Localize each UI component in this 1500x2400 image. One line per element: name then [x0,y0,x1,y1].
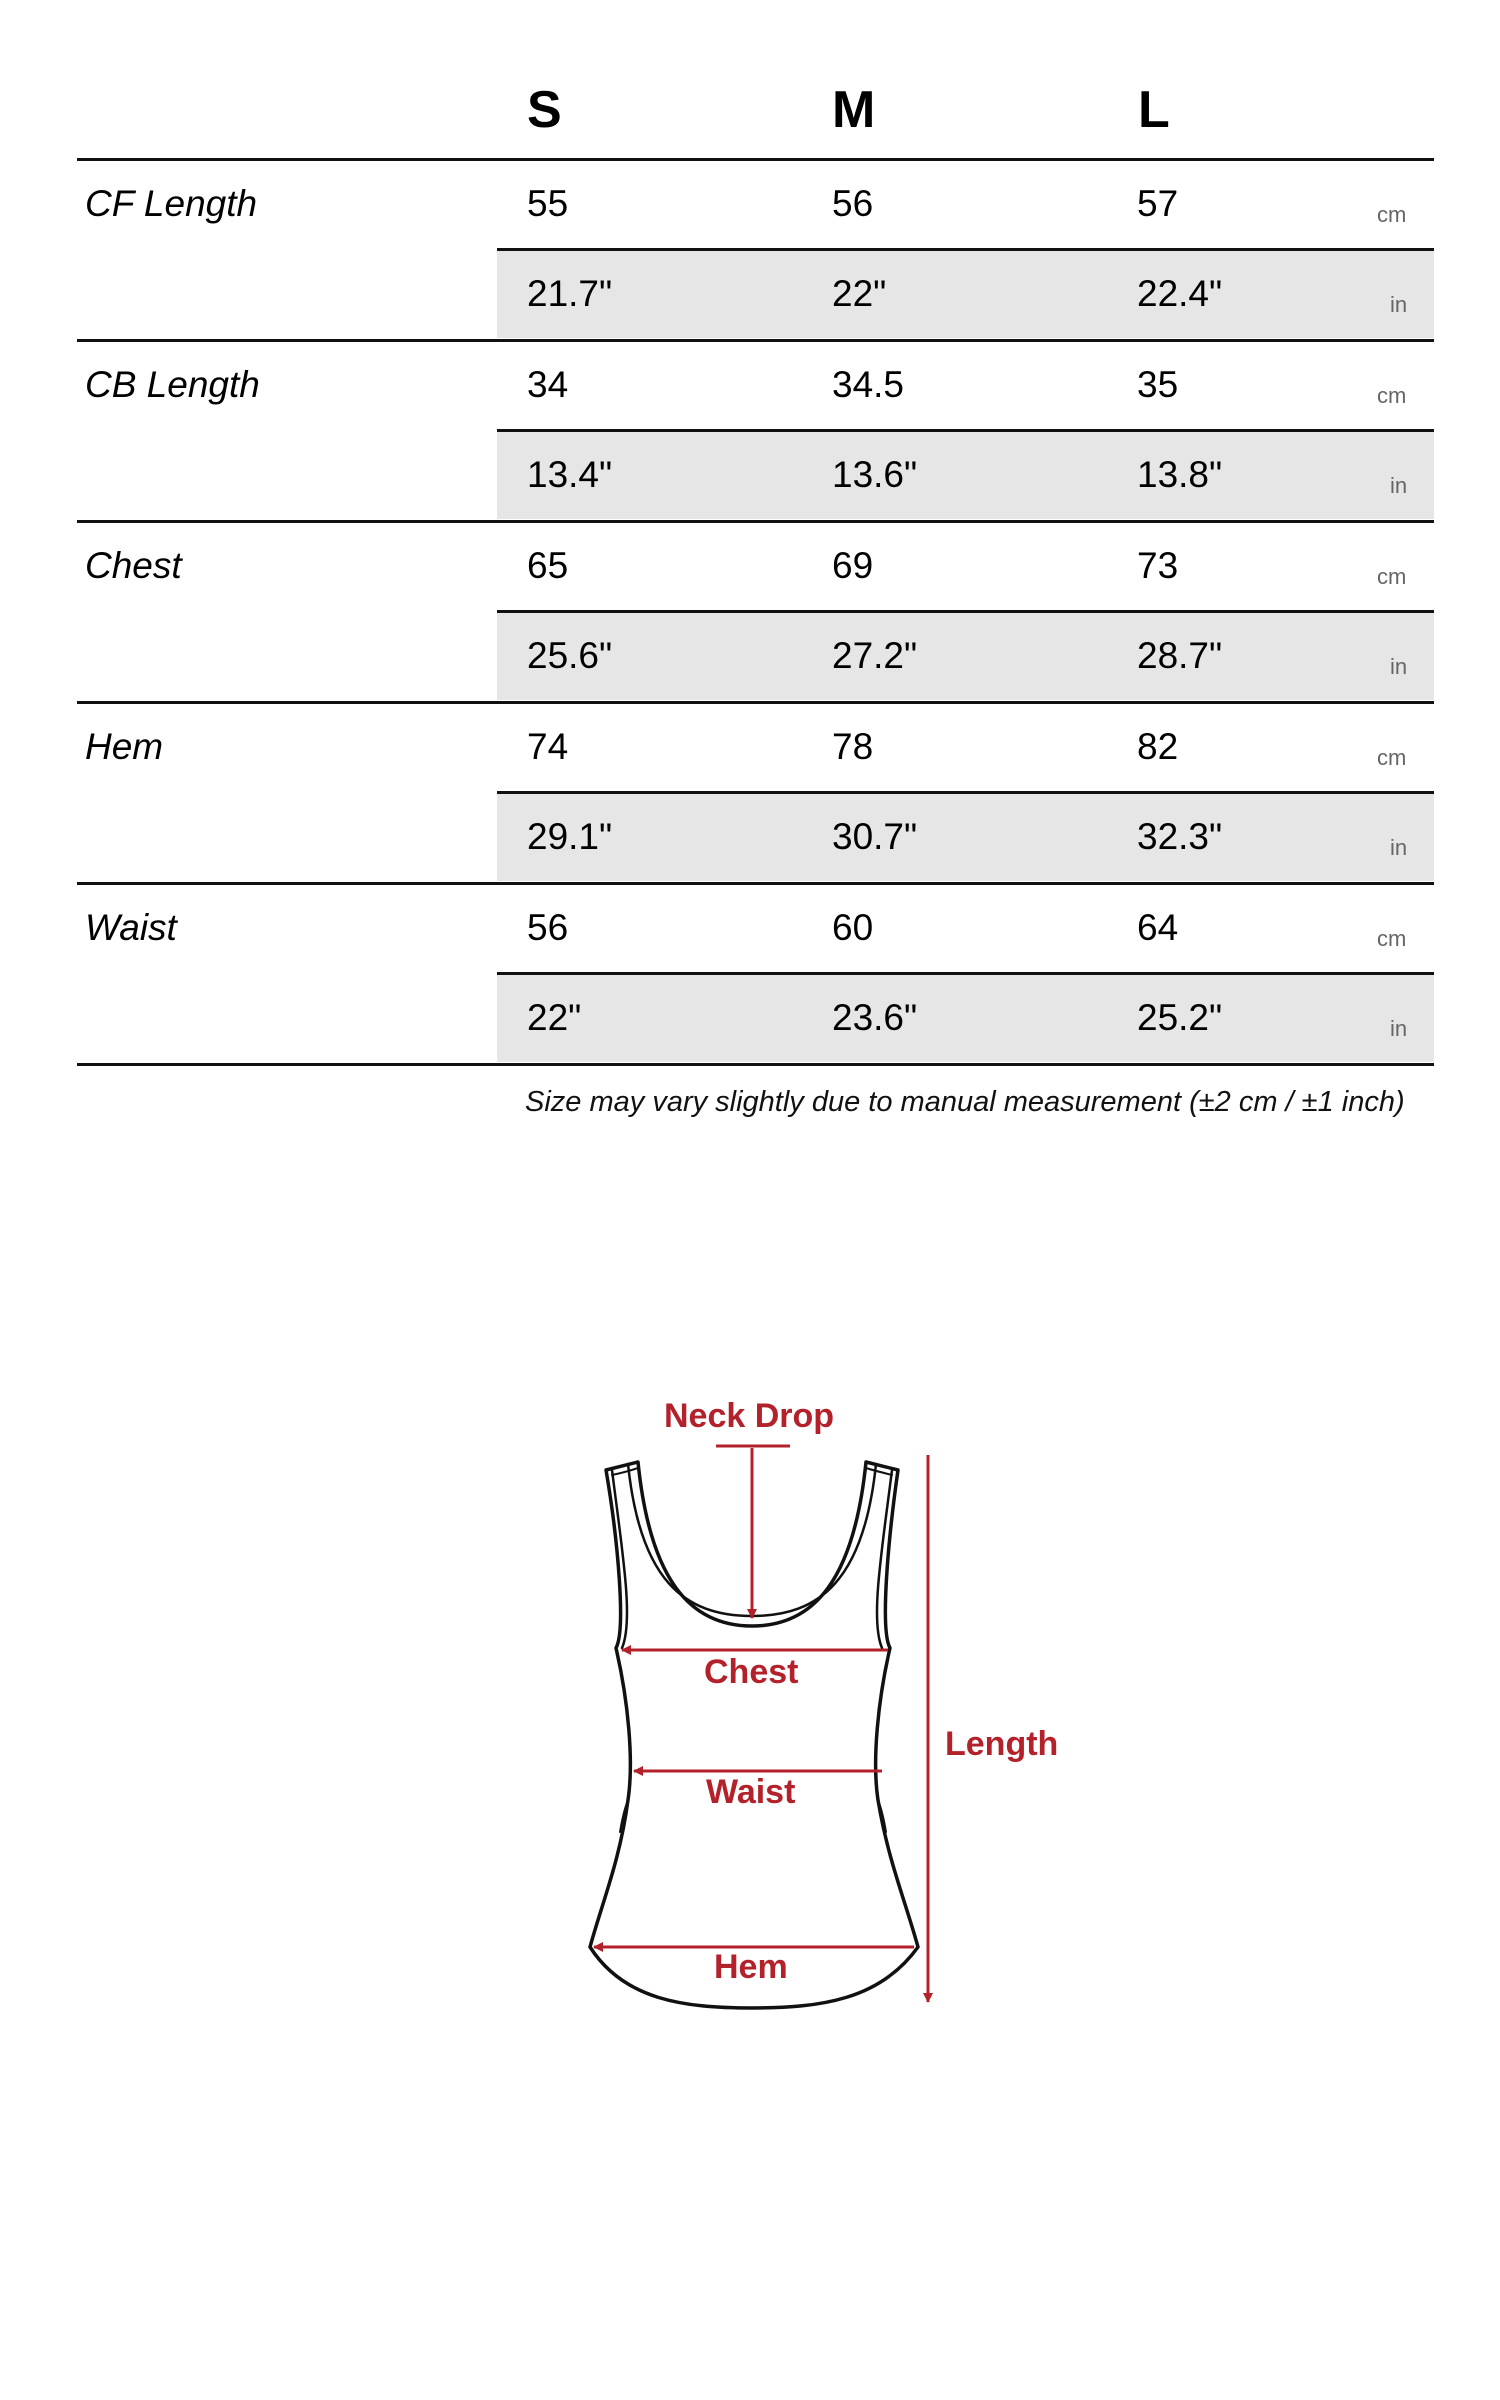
value-cell-in: 32.3" [1137,816,1223,857]
value-cell-in: 27.2" [832,635,918,676]
measurement-label: Hem [85,726,164,767]
unit-divider [497,610,1434,613]
value-cell-cm: 60 [832,907,874,948]
length-label: Length [945,1725,1059,1763]
unit-label-cm: cm [1377,564,1407,589]
measurement-label: Waist [85,907,177,948]
measurement-label: CB Length [85,364,260,405]
unit-label-in: in [1390,654,1408,679]
inch-row-shading [497,974,1434,1062]
tank-top-outline [590,1462,918,2008]
value-cell-cm: 55 [527,183,569,224]
unit-label-in: in [1390,1016,1408,1041]
row-divider [77,520,1434,523]
value-cell-cm: 64 [1137,907,1179,948]
value-cell-cm: 56 [832,183,874,224]
value-cell-in: 23.6" [832,997,918,1038]
unit-label-in: in [1390,473,1408,498]
value-cell-in: 22" [832,273,887,314]
neck-drop-label: Neck Drop [664,1397,835,1435]
inch-row-shading [497,793,1434,881]
measurement-label: CF Length [85,183,258,224]
inch-row-shading [497,612,1434,700]
value-cell-in: 30.7" [832,816,918,857]
unit-label-in: in [1390,835,1408,860]
inch-row-shading [497,431,1434,519]
measurement-label: Chest [85,545,182,586]
value-cell-cm: 34.5 [832,364,905,405]
value-cell-cm: 69 [832,545,874,586]
row-divider [77,1063,1434,1066]
value-cell-in: 25.6" [527,635,613,676]
inch-row-shading [497,250,1434,338]
value-cell-in: 13.4" [527,454,613,495]
value-cell-in: 29.1" [527,816,613,857]
size-header-l: L [1138,81,1170,139]
value-cell-cm: 57 [1137,183,1179,224]
value-cell-in: 22.4" [1137,273,1223,314]
tank-top-illustration [0,1380,1500,2040]
value-cell-cm: 82 [1137,726,1179,767]
row-divider [77,701,1434,704]
waist-label: Waist [706,1773,796,1811]
row-divider [77,882,1434,885]
value-cell-in: 25.2" [1137,997,1223,1038]
value-cell-in: 21.7" [527,273,613,314]
value-cell-cm: 65 [527,545,569,586]
unit-divider [497,429,1434,432]
unit-divider [497,248,1434,251]
unit-label-cm: cm [1377,926,1407,951]
size-header-s: S [527,81,562,139]
size-header-m: M [832,81,876,139]
unit-divider [497,972,1434,975]
value-cell-in: 28.7" [1137,635,1223,676]
value-cell-cm: 73 [1137,545,1179,586]
garment-diagram [0,1380,1500,2040]
unit-label-cm: cm [1377,383,1407,408]
unit-divider [497,791,1434,794]
value-cell-in: 22" [527,997,582,1038]
unit-label-in: in [1390,292,1408,317]
measurement-note: Size may vary slightly due to manual measurement (±2 cm / ±1 inch) [525,1086,1405,1118]
size-chart [0,0,1500,1150]
unit-label-cm: cm [1377,745,1407,770]
value-cell-cm: 56 [527,907,569,948]
value-cell-cm: 34 [527,364,569,405]
row-divider [77,339,1434,342]
header-rule [77,158,1434,161]
value-cell-in: 13.8" [1137,454,1223,495]
chest-label: Chest [704,1653,799,1691]
value-cell-cm: 78 [832,726,874,767]
value-cell-in: 13.6" [832,454,918,495]
hem-label: Hem [714,1948,788,1986]
value-cell-cm: 74 [527,726,569,767]
value-cell-cm: 35 [1137,364,1179,405]
unit-label-cm: cm [1377,202,1407,227]
